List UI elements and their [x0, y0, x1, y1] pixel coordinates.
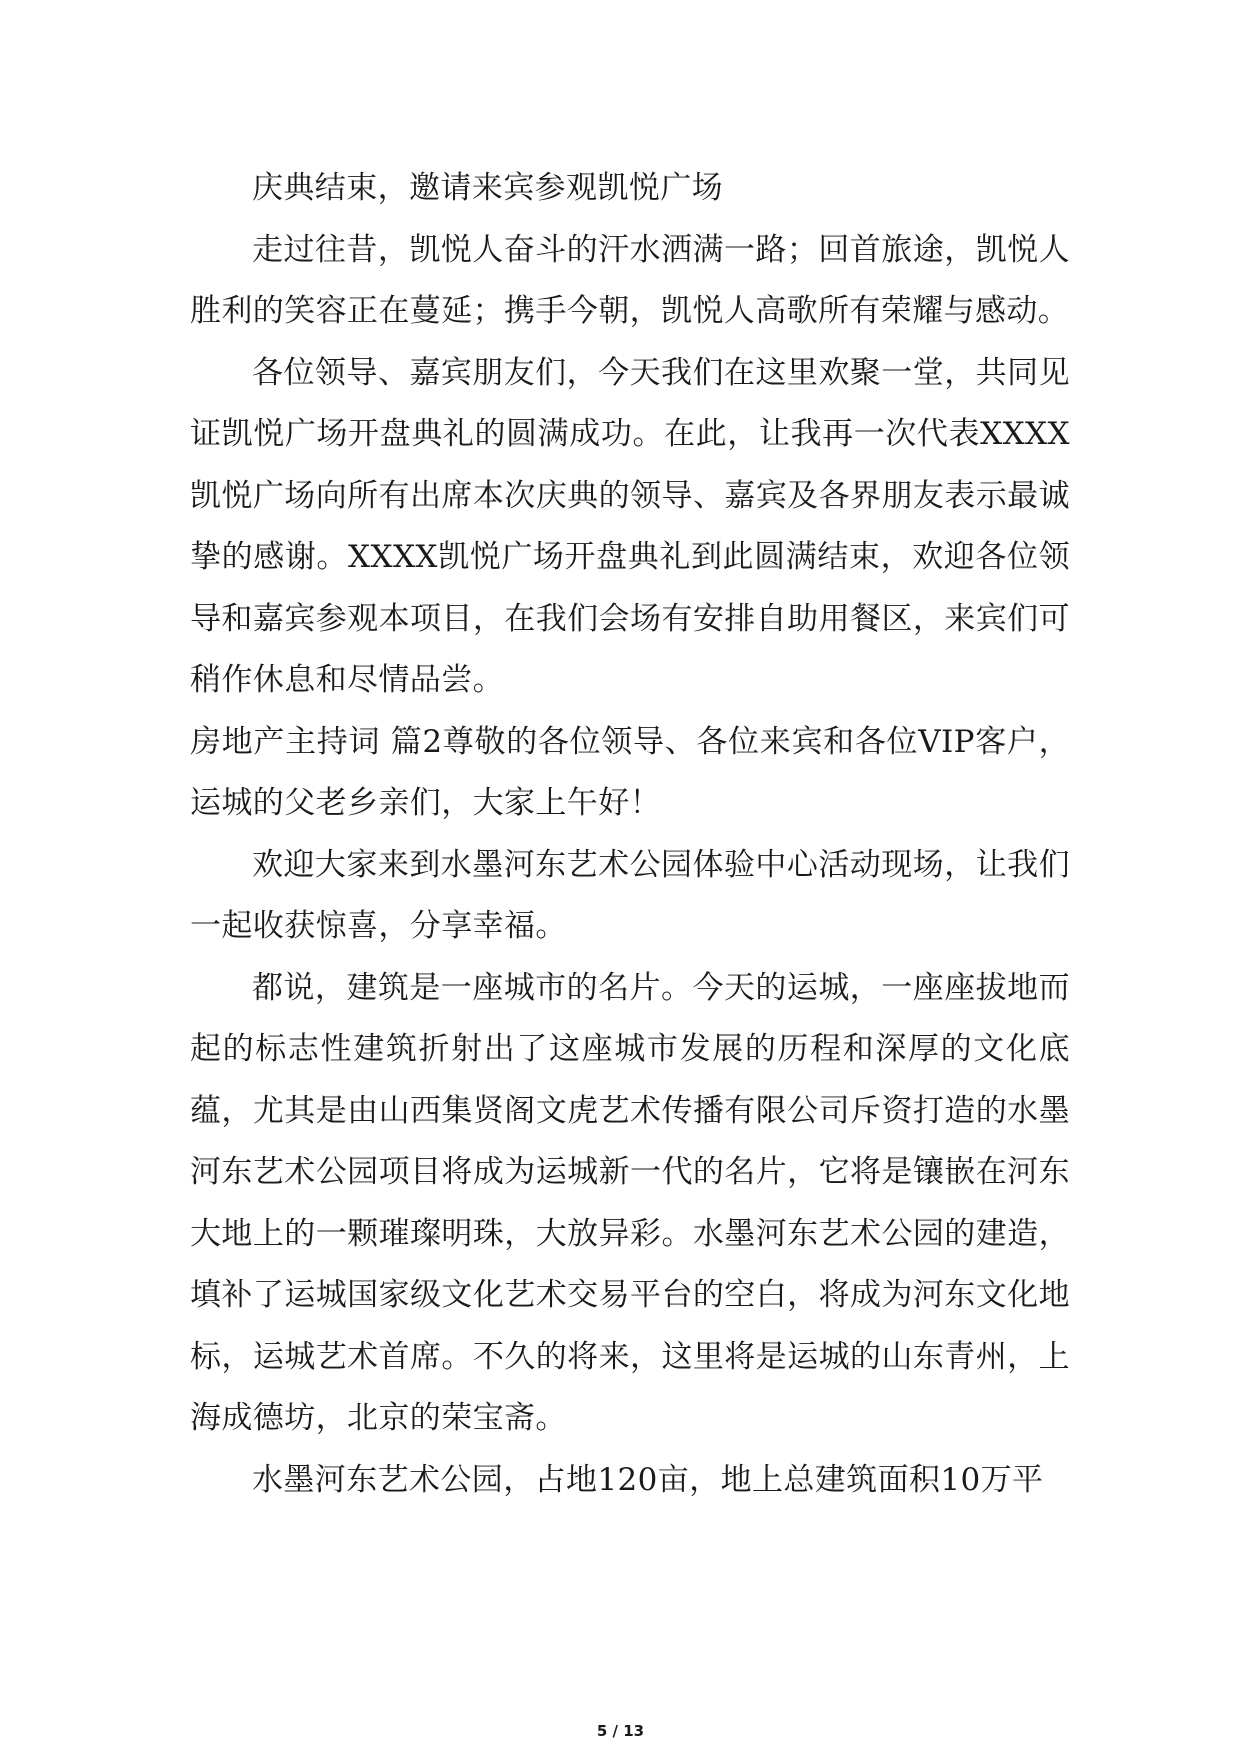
paragraph-closing-thanks: 各位领导、嘉宾朋友们，今天我们在这里欢聚一堂，共同见证凯悦广场开盘典礼的圆满成功。在此，让我再一次代表XXXX凯悦广场向所有出席本次庆典的领导、嘉宾及各界朋友表示最诚挚的感谢。XXXX凯悦广场开盘典礼到此圆满结束，欢迎各位领导和嘉宾参观本项目，在我们会场有安排自助用餐区，来宾们可稍作休息和尽情品尝。	[190, 354, 1070, 698]
paragraph-host-script-2-greeting: 房地产主持词 篇2尊敬的各位领导、各位来宾和各位VIP客户，运城的父老乡亲们，大家上午好！	[190, 723, 1070, 821]
paragraph-welcome: 欢迎大家来到水墨河东艺术公园体验中心活动现场，让我们一起收获惊喜，分享幸福。	[190, 846, 1070, 944]
paragraph-ceremony-end: 庆典结束，邀请来宾参观凯悦广场	[252, 170, 723, 206]
paragraph-city-card: 都说，建筑是一座城市的名片。今天的运城，一座座拔地而起的标志性建筑折射出了这座城市发展的历程和深厚的文化底蕴，尤其是由山西集贤阁文虎艺术传播有限公司斥资打造的水墨河东艺术公园项目将成为运城新一代的名片，它将是镶嵌在河东大地上的一颗璀璨明珠，大放异彩。水墨河东艺术公园的建造，填补了运城国家级文化艺术交易平台的空白，将成为河东文化地标，运城艺术首席。不久的将来，这里将是运城的山东青州，上海成德坊，北京的荣宝斋。	[190, 969, 1070, 1436]
paragraph-looking-back: 走过往昔，凯悦人奋斗的汗水洒满一路；回首旅途，凯悦人胜利的笑容正在蔓延；携手今朝，凯悦人高歌所有荣耀与感动。	[190, 231, 1070, 329]
page-number: 5 / 13	[596, 1722, 645, 1740]
paragraph-park-area: 水墨河东艺术公园，占地120亩，地上总建筑面积10万平	[252, 1461, 1044, 1498]
document-body	[190, 158, 1070, 1511]
